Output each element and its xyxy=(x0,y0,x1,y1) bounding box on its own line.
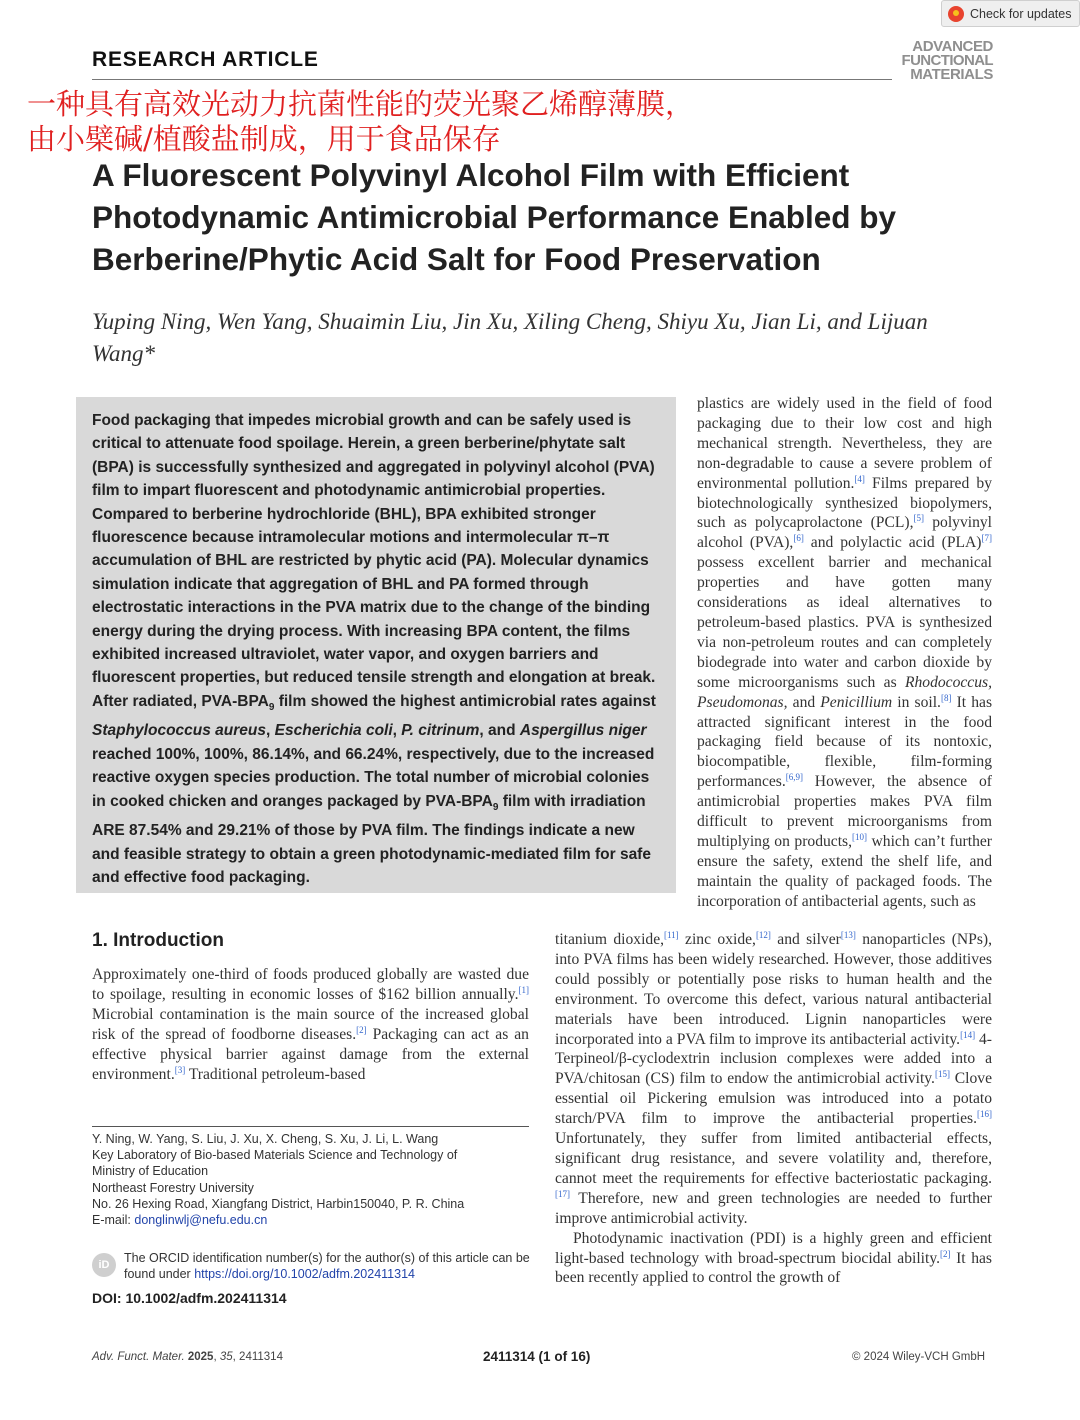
organism-name: Staphylococcus aureus xyxy=(92,722,267,740)
journal-logo xyxy=(887,40,993,82)
chinese-title-line: 由小檗碱/植酸盐制成，用于食品保存 xyxy=(27,122,501,156)
citation-link[interactable]: [13] xyxy=(840,929,856,940)
body-segment: zinc oxide, xyxy=(678,931,756,948)
body-segment: It has been recently applied to control the growth of xyxy=(555,1249,992,1287)
body-segment: in soil. xyxy=(892,693,941,711)
body-segment: It has attracted significant interest in the food packaging field because of its nontoxic, biocompatible, flexible, film-forming performances. xyxy=(697,693,993,791)
check-for-updates-button[interactable] xyxy=(941,0,1080,27)
citation-link[interactable]: [4] xyxy=(854,473,865,484)
journal-logo-line: MATERIALS xyxy=(910,66,993,83)
body-segment: and polylactic acid (PLA) xyxy=(803,534,982,552)
check-for-updates-label: Check for updates xyxy=(970,6,1072,21)
body-segment: plastics are widely used in the field of food packaging due to their low cost and high mechanical strength. Nevertheless, they are non-degradable to cause a severe problem of environmental pollution. xyxy=(697,395,992,492)
citation-link[interactable]: [14] xyxy=(960,1029,976,1040)
affiliation-authors: Y. Ning, W. Yang, S. Liu, J. Xu, X. Cheng, S. Xu, J. Li, L. Wang xyxy=(92,1132,439,1146)
citation-link[interactable]: [3] xyxy=(174,1064,186,1075)
citation-link[interactable]: [7] xyxy=(981,533,992,544)
body-segment: Microbial contamination is the main source of the increased global risk of the spread of foodborne diseases. xyxy=(92,1005,529,1043)
citation-link[interactable]: [8] xyxy=(940,692,952,703)
body-text-right-upper xyxy=(697,394,992,912)
orcid-note-text: The ORCID identification number(s) for the author(s) of this article can be found under xyxy=(124,1251,530,1282)
body-segment: Photodynamic inactivation (PDI) is a highly green and efficient light-based technology with broad-spectrum biocidal ability. xyxy=(555,1229,992,1267)
abstract-segment: film with irradiation ARE 87.54% and 29.21% of those by PVA film. The findings indicate a new and feasible strategy to obtain a green photodynamic-mediated film for safe and effective food packaging. xyxy=(92,792,651,886)
body-segment: which can’t further ensure the safety, extend the shelf life, and maintain the quality of packaged foods. The incorporation of antibacterial agents, such as xyxy=(697,832,992,910)
citation-link[interactable]: [16] xyxy=(977,1108,992,1119)
citation-link[interactable]: [17] xyxy=(555,1188,570,1199)
affiliation-line: Northeast Forestry University xyxy=(92,1180,254,1195)
journal-logo-line: FUNCTIONAL xyxy=(901,52,993,69)
introduction-text xyxy=(92,965,529,1084)
section-heading-introduction: 1. Introduction xyxy=(92,930,224,951)
citation-link[interactable]: [6] xyxy=(793,533,804,544)
update-icon xyxy=(948,6,964,22)
affiliation-line: No. 26 Hexing Road, Xiangfang District, Harbin150040, P. R. China xyxy=(92,1196,465,1211)
section-label: RESEARCH ARTICLE xyxy=(92,48,319,71)
body-segment: Approximately one-third of foods produced globally are wasted due to spoilage, resulting in economic losses of $162 billion annually. xyxy=(92,966,529,1003)
chinese-title-overlay xyxy=(27,87,1067,157)
organism-name: Penicillium xyxy=(820,693,893,711)
citation-link[interactable]: [10] xyxy=(852,831,868,842)
journal-logo-line: ADVANCED xyxy=(912,38,993,55)
affiliation-line: Ministry of Education xyxy=(92,1164,209,1179)
body-segment: Therefore, new and green technologies are needed to further improve antimicrobial activity. xyxy=(555,1189,992,1227)
body-segment: Traditional petroleum-based xyxy=(185,1065,366,1083)
email-label: E-mail: xyxy=(92,1213,135,1228)
orcid-note xyxy=(124,1250,534,1282)
affiliation-divider xyxy=(92,1126,529,1127)
organism-name: P. citrinum xyxy=(401,722,480,740)
abstract-text xyxy=(92,409,664,889)
abstract-segment: reached 100%, 100%, 86.14%, and 66.24%, respectively, due to the increased reactive oxygen species production. The total number of microbial colonies in cooked chicken and oranges packaged by PVA-BPA xyxy=(92,745,655,810)
body-segment: polyvinyl alcohol (PVA), xyxy=(697,514,992,552)
body-segment: and xyxy=(787,693,821,711)
citation-link[interactable]: [11] xyxy=(664,929,679,940)
organism-name: Rhodococcus, Pseudomonas, xyxy=(697,673,992,711)
email-link[interactable]: donglinwlj@nefu.edu.cn xyxy=(134,1213,268,1228)
body-segment: nanoparticles (NPs), into PVA films has been widely researched. However, those additives could possibly or potentially pose risks to human health and the environment. To overcome this defect, various natural antibacterial materials have been introduced. Lignin nanoparticles were incorporated into a PVA film to improve its antibacterial activity. xyxy=(555,931,992,1048)
citation-link[interactable]: [2] xyxy=(940,1248,951,1259)
abstract-segment: film showed the highest antimicrobial rates against xyxy=(274,692,656,710)
footer-copyright: © 2024 Wiley-VCH GmbH xyxy=(852,1351,986,1363)
body-segment: possess excellent barrier and mechanical properties and have gotten many considerations as ideal alternatives to petroleum-based plastics. PVA is synthesized via non-petroleum routes and can completely biodegrade into water and carbon dioxide by some microorganisms such as xyxy=(697,554,992,691)
footer-volume: 35 xyxy=(219,1351,233,1363)
citation-link[interactable]: [2] xyxy=(356,1024,367,1035)
header-divider xyxy=(92,79,892,80)
body-text-right-lower xyxy=(555,930,992,1288)
separator: , xyxy=(392,722,402,740)
citation-link[interactable]: [15] xyxy=(934,1069,950,1080)
body-segment: Films prepared by biotechnologically synthesized biopolymers, such as polycaprolactone (PCL), xyxy=(697,474,992,532)
orcid-link[interactable]: https://doi.org/10.1002/adfm.202411314 xyxy=(194,1267,415,1282)
body-segment: Clove essential oil Pickering emulsion was introduced into a potato starch/PVA film to improve the antibacterial properties. xyxy=(555,1070,993,1128)
footer-article-number: 2411314 xyxy=(239,1351,283,1363)
subscript: 9 xyxy=(492,801,499,813)
subscript: 9 xyxy=(268,701,275,713)
citation-link[interactable]: [1] xyxy=(518,984,529,995)
body-segment: titanium dioxide, xyxy=(555,931,665,948)
doi: DOI: 10.1002/adfm.202411314 xyxy=(92,1290,287,1306)
footer-page-number: 2411314 (1 of 16) xyxy=(483,1349,591,1364)
body-segment: Packaging can act as an effective physical barrier against damage from the external environment. xyxy=(92,1025,529,1083)
author-list: Yuping Ning, Wen Yang, Shuaimin Liu, Jin Xu, Xiling Cheng, Shiyu Xu, Jian Li, and Lijuan Wang* xyxy=(92,309,928,366)
affiliation-block xyxy=(92,1131,529,1228)
footer-citation: Adv. Funct. Mater. 2025, 35, 2411314 xyxy=(92,1351,283,1363)
separator: , and xyxy=(479,722,520,740)
affiliation-email-line xyxy=(92,1212,529,1228)
body-segment: and silver xyxy=(770,931,841,948)
citation-link[interactable]: [6,9] xyxy=(785,772,804,783)
body-segment: 4-Terpineol/β-cyclodextrin inclusion complexes were added into a PVA/chitosan (CS) film to endow the antimicrobial activity. xyxy=(555,1030,993,1088)
footer-year: 2025 xyxy=(187,1351,214,1363)
citation-link[interactable]: [12] xyxy=(755,929,771,940)
abstract-segment: Food packaging that impedes microbial growth and can be safely used is critical to attenuate food spoilage. Herein, a green berberine/phytate salt (BPA) is successfully synthesized and aggregated in polyvinyl alcohol (PVA) film to impart fluorescent and photodynamic antimicrobial properties. Compared to berberine hydrochloride (BHL), BPA exhibited stronger fluorescence because intramolecular motions and intermolecular π–π accumulation of BHL are restricted by phytic acid (PA). Molecular dynamics simulation indicate that aggregation of BHL and PA formed through electrostatic interactions in the PVA matrix due to the change of the binding energy during the drying process. With increasing BPA content, the films exhibited increased ultraviolet, water vapor, and oxygen barriers and fluorescent properties, but reduced tensile strength and elongation at break. After radiated, PVA-BPA xyxy=(92,412,656,710)
orcid-icon: iD xyxy=(92,1253,116,1277)
footer-journal: Adv. Funct. Mater. xyxy=(92,1351,185,1363)
citation-link[interactable]: [5] xyxy=(913,513,924,524)
organism-name: Aspergillus niger xyxy=(519,722,647,740)
organism-name: Escherichia coli xyxy=(274,722,393,740)
article-title: A Fluorescent Polyvinyl Alcohol Film with Efficient Photodynamic Antimicrobial Performance Enabled by Berberine/Phytic Acid Salt for Food Preservation xyxy=(92,157,897,277)
chinese-title-line: 一种具有高效光动力抗菌性能的荧光聚乙烯醇薄膜， xyxy=(27,87,695,121)
body-segment: Unfortunately, they suffer from limited antibacterial effects, significant drug resistance, and severe volatility and, therefore, cannot meet the requirements for effective bacteriostatic packaging. xyxy=(555,1130,992,1187)
separator: , xyxy=(266,722,275,740)
body-segment: However, the absence of antimicrobial properties makes PVA film difficult to prevent microorganisms from multiplying on products, xyxy=(697,773,992,850)
affiliation-line: Key Laboratory of Bio-based Materials Science and Technology of xyxy=(92,1148,458,1163)
